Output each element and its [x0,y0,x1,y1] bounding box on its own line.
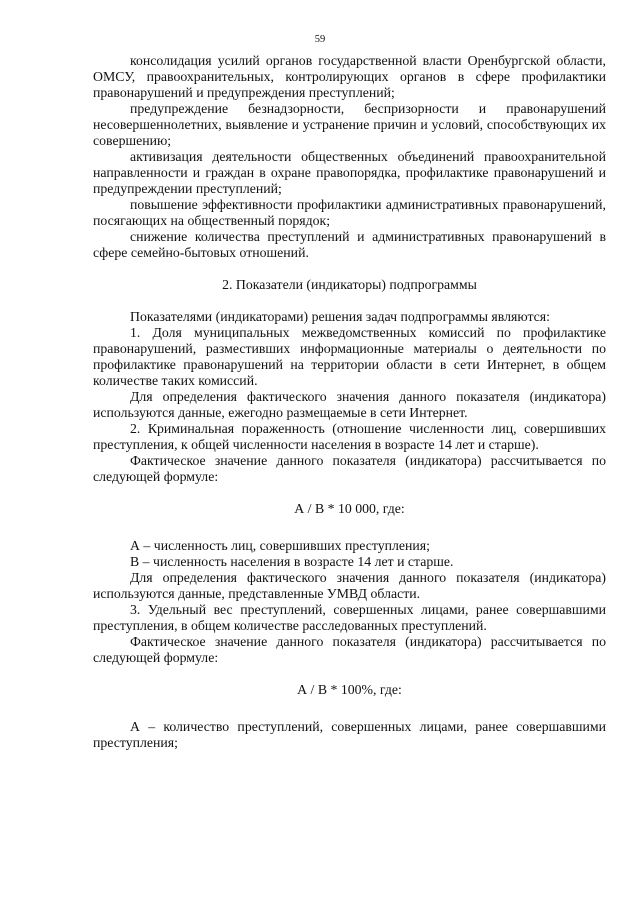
list-item: снижение количества преступлений и административных правонарушений в сфере семейно-бытовых отношений. [93,229,606,260]
indicator-2-source: Для определения фактического значения данного показателя (индикатора) используются данные, представленные УМВД области. [93,570,606,601]
page-number: 59 [314,34,326,45]
formula-1-def-a: А – численность лиц, совершивших преступления; [130,538,430,553]
formula-2: А / В * 100%, где: [297,682,402,697]
formula-2-def-a: А – количество преступлений, совершенных лицами, ранее совершавшими преступления; [93,719,606,750]
section-heading: 2. Показатели (индикаторы) подпрограммы [222,277,477,292]
indicators-intro: Показателями (индикаторами) решения задач подпрограммы являются: [130,309,550,324]
formula-1: А / В * 10 000, где: [294,501,405,516]
list-item: активизация деятельности общественных объединений правоохранительной направленности и граждан в охране правопорядка, профилактике правонарушений и предупреждении преступлений; [93,149,606,196]
list-item: консолидация усилий органов государственной власти Оренбургской области, ОМСУ, правоохранительных, контролирующих органов в сфере профилактики правонарушений и предупреждения преступлений; [93,53,606,100]
list-item: повышение эффективности профилактики административных правонарушений, посягающих на общественный порядок; [93,197,606,228]
list-item: предупреждение безнадзорности, беспризорности и правонарушений несовершеннолетних, выявление и устранение причин и условий, способствующих их совершению; [93,101,606,148]
indicator-3-calc: Фактическое значение данного показателя (индикатора) рассчитывается по следующей формуле: [93,634,606,665]
formula-1-def-b: В – численность населения в возрасте 14 лет и старше. [130,554,454,569]
indicator-1: 1. Доля муниципальных межведомственных комиссий по профилактике правонарушений, разместивших информационные материалы о деятельности по профилактике правонарушений на территории области в сети Интернет, в общем количестве таких комиссий. [93,325,606,388]
indicator-2-calc: Фактическое значение данного показателя (индикатора) рассчитывается по следующей формуле: [93,453,606,484]
indicator-2: 2. Криминальная пораженность (отношение численности лиц, совершивших преступления, к общей численности населения в возрасте 14 лет и старше). [93,421,606,452]
indicator-1-source: Для определения фактического значения данного показателя (индикатора) используются данные, ежегодно размещаемые в сети Интернет. [93,389,606,420]
indicator-3: 3. Удельный вес преступлений, совершенных лицами, ранее совершавшими преступления, в общем количестве расследованных преступлений. [93,602,606,633]
document-body [93,53,606,751]
